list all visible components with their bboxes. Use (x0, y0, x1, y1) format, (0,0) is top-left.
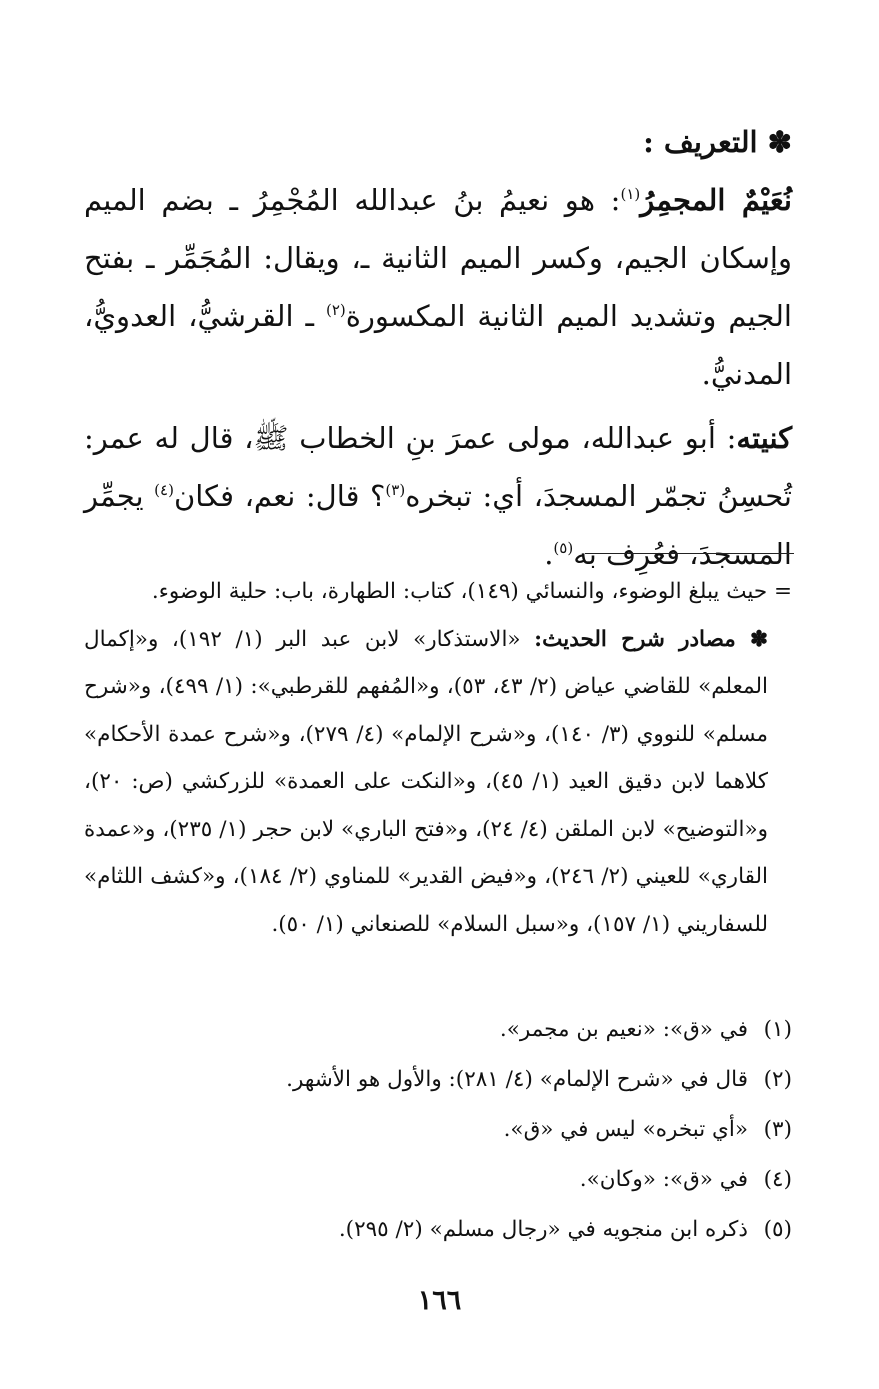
footnote-ref-3: (٣) (385, 481, 406, 499)
footnotes-continuation (84, 568, 792, 948)
footnote-2: (٢)قال في «شرح الإلمام» (٤/ ٢٨١): والأول هو الأشهر. (286, 1067, 792, 1092)
paragraph-kunya: كنيته: أبو عبدالله، مولى عمرَ بنِ الخطاب ﷺ، قال له عمر: تُحسِنُ تجمّر المسجدَ، أي: تبخره$^{(٣)}$؟ قال: نعم، فكان$^{(٤)}$ يجمِّر المسجدَ، فعُرِف به$^{(٥)}$. (84, 421, 792, 571)
footnote-1: (١)في «ق»: «نعيم بن مجمر». (499, 1017, 792, 1042)
paragraph-definition: نُعَيْمٌ المجمِرُ$^{(١)}$: هو نعيمُ بنُ عبدالله المُجْمِرُ ـ بضم الميم وإسكان الجيم، وكسر الميم الثانية ـ، ويقال: المُجَمِّر ـ بفتح الجيم وتشديد الميم الثانية المكسورة$^{(٢)}$ ـ القرشيُّ، العدويُّ، المدنيُّ. (84, 183, 792, 391)
footnote-ref-4: (٤) (154, 481, 174, 499)
kunya-label: كنيته (736, 421, 792, 455)
page-number: ١٦٦ (417, 1285, 462, 1316)
footnote-ref-5: (٥) (553, 539, 574, 557)
continued-note: = حيث يبلغ الوضوء، والنسائي (١٤٩)، كتاب: الطهارة، باب: حلية الوضوء. (151, 579, 792, 604)
person-name: نُعَيْمٌ المجمِرُ (640, 183, 792, 217)
sources-label: ✽ مصادر شرح الحديث: (534, 626, 768, 652)
footnote-ref-2: (٢) (325, 301, 346, 319)
footnotes-list (84, 1005, 792, 1255)
main-text (84, 113, 792, 583)
footnote-5: (٥)ذكره ابن منجويه في «رجال مسلم» (٢/ ٢٩٥). (338, 1217, 792, 1242)
sources-note: ✽ مصادر شرح الحديث: «الاستذكار» لابن عبد البر (١/ ١٩٢)، و«إكمال المعلم» للقاضي عياض (٢/ ٤٣، ٥٣)، و«المُفهم للقرطبي»: (١/ ٤٩٩)، و«شرح مسلم» للنووي (٣/ ١٤٠)، و«شرح الإلمام» (٤/ ٢٧٩)، و«شرح عمدة الأحكام» كلاهما لابن دقيق العيد (١/ ٤٥)، و«النكت على العمدة» للزركشي (ص: ٢٠)، و«التوضيح» لابن الملقن (٤/ ٢٤)، و«فتح الباري» لابن حجر (١/ ٢٣٥)، و«عمدة القاري» للعيني (٢/ ٢٤٦)، و«فيض القدير» للمناوي (٢/ ١٨٤)، و«كشف اللثام» للسفاريني (١/ ١٥٧)، و«سبل السلام» للصنعاني (١/ ٥٠). (84, 626, 769, 937)
footnote-3: (٣)«أي تبخره» ليس في «ق». (503, 1117, 792, 1142)
footnote-separator (585, 553, 794, 554)
footnote-ref-1: (١) (620, 185, 641, 203)
section-heading: ✽ التعريف : (643, 125, 792, 159)
footnote-4: (٤)في «ق»: «وكان». (579, 1167, 792, 1192)
